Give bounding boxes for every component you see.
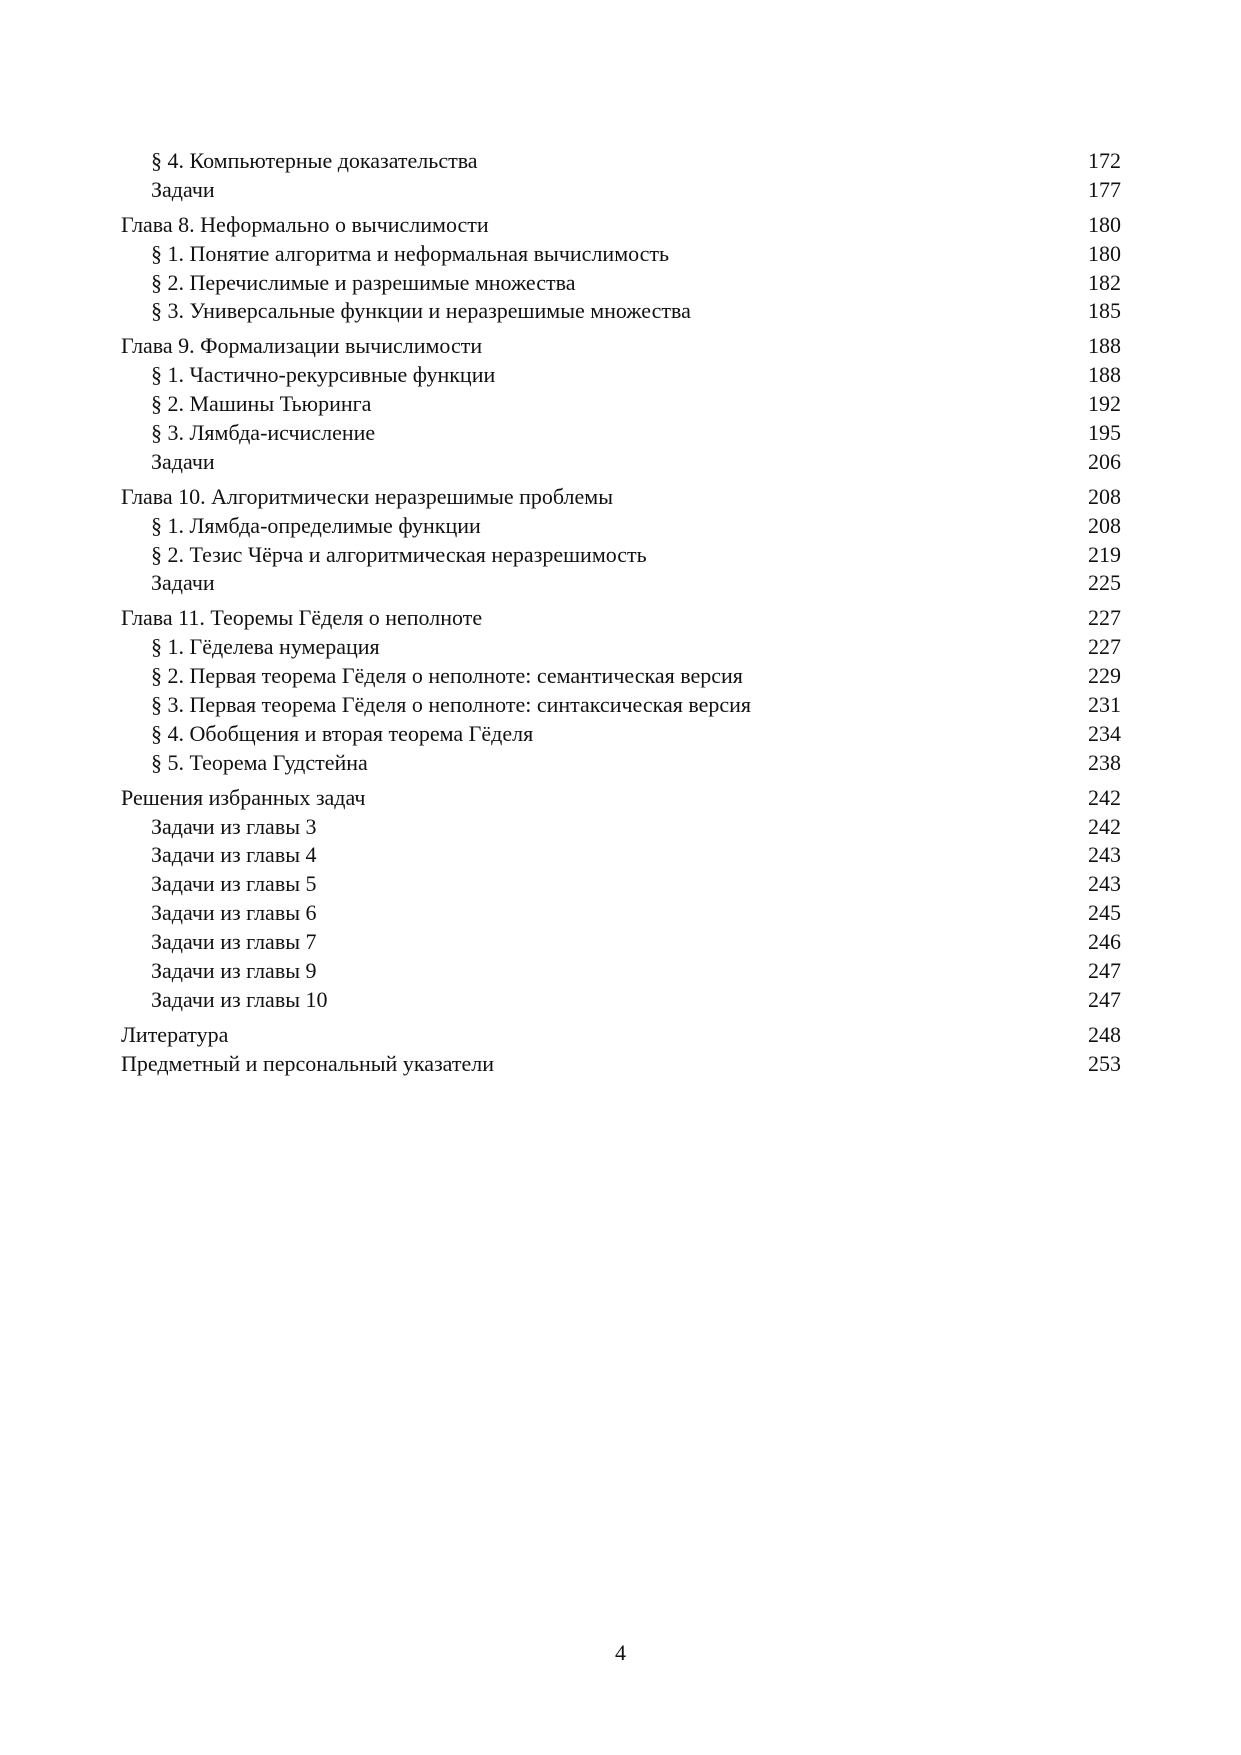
- toc-entry[interactable]: [121, 541, 1121, 570]
- toc-entry[interactable]: [121, 691, 1121, 720]
- toc-entry[interactable]: [121, 269, 1121, 298]
- toc-entry-title: § 2. Первая теорема Гёделя о неполноте: семантическая версия: [151, 663, 743, 689]
- toc-entry-title: § 3. Универсальные функции и неразрешимые множества: [151, 298, 691, 324]
- toc-entry[interactable]: [121, 390, 1121, 419]
- toc-entry-title: Задачи из главы 6: [151, 900, 317, 926]
- toc-entry-page: 234: [1088, 720, 1121, 746]
- toc-entry[interactable]: [121, 720, 1121, 749]
- toc-entry-page: 208: [1088, 483, 1121, 509]
- toc-entry-title: Задачи из главы 10: [151, 986, 328, 1012]
- toc-entry[interactable]: [121, 662, 1121, 691]
- toc-entry-title: § 4. Обобщения и вторая теорема Гёделя: [151, 720, 534, 746]
- toc-entry-page: 180: [1088, 240, 1121, 266]
- toc-entry-title: Задачи из главы 3: [151, 813, 317, 839]
- toc-entry-title: Задачи: [151, 176, 215, 202]
- toc-entry-title: Глава 10. Алгоритмически неразрешимые проблемы: [121, 483, 614, 509]
- toc-entry-page: 227: [1088, 605, 1121, 631]
- toc-entry-page: 253: [1088, 1050, 1121, 1076]
- toc-entry[interactable]: [121, 633, 1121, 662]
- toc-entry-title: § 2. Машины Тьюринга: [151, 391, 372, 417]
- toc-entry-page: 177: [1088, 176, 1121, 202]
- toc-entry-page: 225: [1088, 570, 1121, 596]
- toc-entry[interactable]: [121, 569, 1121, 598]
- toc-group: [121, 147, 1121, 205]
- toc-entry-title: Задачи из главы 9: [151, 958, 317, 984]
- toc-entry-title: Глава 11. Теоремы Гёделя о неполноте: [121, 605, 483, 631]
- toc-entry-title: § 1. Понятие алгоритма и неформальная вычислимость: [151, 240, 670, 266]
- toc-entry-page: 245: [1088, 900, 1121, 926]
- toc-entry-title: § 4. Компьютерные доказательства: [151, 148, 478, 173]
- toc-entry[interactable]: [121, 749, 1121, 778]
- toc-group: [121, 604, 1121, 777]
- toc-entry[interactable]: [121, 870, 1121, 899]
- toc-chapter-entry[interactable]: [121, 784, 1121, 813]
- toc-entry-page: 182: [1088, 269, 1121, 295]
- toc-entry-page: 227: [1088, 634, 1121, 660]
- toc-entry[interactable]: [121, 419, 1121, 448]
- toc-entry-page: 192: [1088, 391, 1121, 417]
- toc-entry-title: § 1. Лямбда-определимые функции: [151, 512, 481, 538]
- toc-entry[interactable]: [121, 361, 1121, 390]
- toc-entry-title: § 3. Лямбда-исчисление: [151, 420, 376, 446]
- toc-entry-page: 180: [1088, 211, 1121, 237]
- toc-entry-page: 246: [1088, 929, 1121, 955]
- toc-entry-title: § 3. Первая теорема Гёделя о неполноте: синтаксическая версия: [151, 692, 752, 718]
- toc-entry-title: Задачи из главы 7: [151, 929, 317, 955]
- toc-entry[interactable]: [121, 297, 1121, 326]
- toc-entry-title: Решения избранных задач: [121, 784, 366, 810]
- toc-entry-page: 195: [1088, 420, 1121, 446]
- toc-entry[interactable]: [121, 448, 1121, 477]
- toc-entry-page: 238: [1088, 749, 1121, 775]
- toc-entry[interactable]: [121, 813, 1121, 842]
- toc-entry-title: § 1. Гёделева нумерация: [151, 634, 380, 660]
- toc-entry-page: 242: [1088, 813, 1121, 839]
- page-number: 4: [615, 1640, 626, 1665]
- toc-entry-page: 247: [1088, 986, 1121, 1012]
- toc-entry[interactable]: [121, 841, 1121, 870]
- toc-entry-page: 172: [1088, 148, 1121, 173]
- toc-chapter-entry[interactable]: [121, 211, 1121, 240]
- table-of-contents: [121, 147, 1121, 1085]
- toc-entry[interactable]: [121, 957, 1121, 986]
- toc-entry-page: 231: [1088, 692, 1121, 718]
- toc-entry-title: § 2. Тезис Чёрча и алгоритмическая неразрешимость: [151, 541, 647, 567]
- toc-group: [121, 483, 1121, 599]
- toc-entry[interactable]: [121, 986, 1121, 1015]
- toc-entry-page: 247: [1088, 958, 1121, 984]
- toc-entry-title: § 2. Перечислимые и разрешимые множества: [151, 269, 576, 295]
- toc-entry-page: 229: [1088, 663, 1121, 689]
- toc-group: [121, 332, 1121, 476]
- toc-entry-page: 188: [1088, 362, 1121, 388]
- toc-entry-title: Литература: [121, 1021, 229, 1047]
- toc-chapter-entry[interactable]: [121, 483, 1121, 512]
- toc-chapter-entry[interactable]: [121, 1050, 1121, 1079]
- toc-chapter-entry[interactable]: [121, 332, 1121, 361]
- toc-entry-title: § 5. Теорема Гудстейна: [151, 749, 368, 775]
- toc-entry[interactable]: [121, 899, 1121, 928]
- toc-entry[interactable]: [121, 512, 1121, 541]
- toc-entry[interactable]: [121, 176, 1121, 205]
- toc-entry[interactable]: [121, 147, 1121, 176]
- toc-entry-title: Задачи: [151, 570, 215, 596]
- toc-entry-title: Глава 8. Неформально о вычислимости: [121, 211, 489, 237]
- toc-entry-title: § 1. Частично-рекурсивные функции: [151, 362, 496, 388]
- toc-group: [121, 211, 1121, 327]
- toc-group: [121, 784, 1121, 1015]
- toc-entry-page: 219: [1088, 541, 1121, 567]
- toc-entry-page: 248: [1088, 1021, 1121, 1047]
- toc-entry-page: 185: [1088, 298, 1121, 324]
- toc-entry-page: 208: [1088, 512, 1121, 538]
- toc-entry-page: 243: [1088, 842, 1121, 868]
- toc-entry-page: 243: [1088, 871, 1121, 897]
- toc-entry-page: 242: [1088, 784, 1121, 810]
- toc-entry-title: Задачи: [151, 448, 215, 474]
- toc-entry-title: Задачи из главы 4: [151, 842, 317, 868]
- toc-chapter-entry[interactable]: [121, 604, 1121, 633]
- toc-entry-title: Предметный и персональный указатели: [121, 1050, 494, 1076]
- toc-entry-page: 188: [1088, 333, 1121, 359]
- toc-entry[interactable]: [121, 928, 1121, 957]
- toc-entry-title: Глава 9. Формализации вычислимости: [121, 333, 483, 359]
- toc-group: [121, 1021, 1121, 1079]
- toc-chapter-entry[interactable]: [121, 1021, 1121, 1050]
- toc-entry[interactable]: [121, 240, 1121, 269]
- toc-entry-page: 206: [1088, 448, 1121, 474]
- toc-entry-title: Задачи из главы 5: [151, 871, 317, 897]
